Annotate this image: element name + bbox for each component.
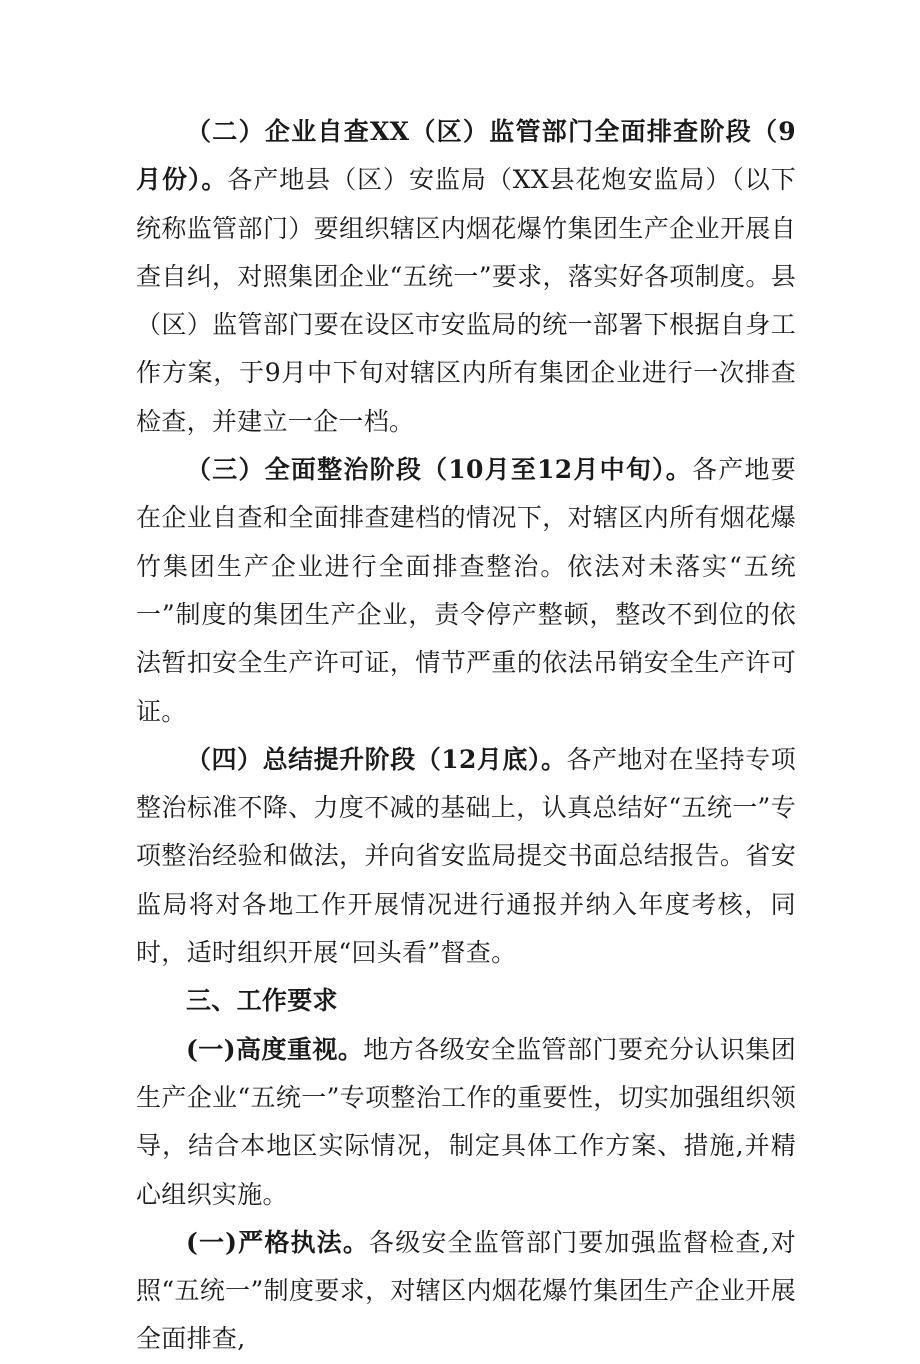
paragraph-heading: （三）全面整治阶段（10月至12月中旬）。: [186, 455, 693, 485]
paragraph-stage-four: [136, 736, 796, 977]
paragraph-attach-importance: [136, 1026, 796, 1219]
section-heading-text: 三、工作要求: [186, 986, 338, 1016]
paragraph-strict-enforcement: [136, 1219, 796, 1364]
paragraph-text: 各产地要在企业自查和全面排查建档的情况下，对辖区内所有烟花爆竹集团生产企业进行全面排查整治。依法对未落实“五统一”制度的集团生产企业，责令停产整顿，整改不到位的依法暂扣安全生产许可证，情节严重的依法吊销安全生产许可证。: [136, 455, 796, 726]
section-heading-work-requirements: [136, 977, 796, 1025]
paragraph-heading: (一)高度重视。: [186, 1034, 364, 1064]
paragraph-text: 地方各级安全监管部门要充分认识集团生产企业“五统一”专项整治工作的重要性，切实加强组织领导，结合本地区实际情况，制定具体工作方案、措施,并精心组织实施。: [136, 1034, 796, 1209]
paragraph-stage-three: [136, 446, 796, 736]
paragraph-stage-two: [136, 108, 796, 446]
paragraph-text: 各产地县（区）安监局（XX县花炮安监局）（以下统称监管部门）要组织辖区内烟花爆竹集团生产企业开展自查自纠，对照集团企业“五统一”要求，落实好各项制度。县（区）监管部门要在设区市安监局的统一部署下根据自身工作方案，于9月中下旬对辖区内所有集团企业进行一次排查检查，并建立一企一档。: [136, 165, 796, 436]
paragraph-heading: （四）总结提升阶段（12月底）。: [186, 744, 567, 774]
document-body: [136, 108, 796, 1364]
paragraph-heading: （二）企业自查XX（区）监管部门全面排查阶段（9月份）。: [136, 117, 796, 195]
paragraph-text: 各产地对在坚持专项整治标准不降、力度不减的基础上，认真总结好“五统一”专项整治经验和做法，并向省安监局提交书面总结报告。省安监局将对各地工作开展情况进行通报并纳入年度考核，同时，适时组织开展“回头看”督查。: [136, 744, 796, 968]
paragraph-heading: (一)严格执法。: [186, 1227, 370, 1257]
paragraph-text: 各级安全监管部门要加强监督检查,对照“五统一”制度要求，对辖区内烟花爆竹集团生产企业开展全面排查,: [136, 1227, 796, 1354]
